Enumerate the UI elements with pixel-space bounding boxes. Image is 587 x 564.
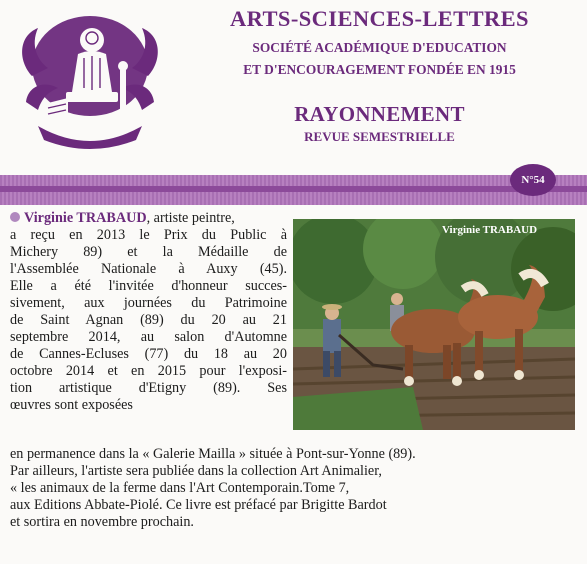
society-subtitle-line1: SOCIÉTÉ ACADÉMIQUE D'EDUCATION [252, 40, 507, 55]
article-line: « les animaux de la ferme dans l'Art Contemporain.Tome 7, [10, 480, 350, 496]
article-line: Elle a été l'invitée d'honneur succes- [10, 278, 287, 294]
article-line: l'Assemblée Nationale à Auxy (45). [10, 261, 287, 277]
journal-title: RAYONNEMENT [294, 102, 465, 126]
article-line: , artiste peintre, [146, 210, 235, 226]
article-line: octobre 2014 et en 2015 pour l'exposi- [10, 363, 287, 379]
bullet-icon [10, 212, 20, 222]
article-column [10, 210, 287, 414]
article-line: Michery 89) et la Médaille de [10, 244, 287, 260]
article-line: et sortira en novembre prochain. [10, 514, 194, 530]
article-continuation [10, 446, 565, 531]
article-line: a reçu en 2013 le Prix du Public à [10, 227, 287, 243]
article-line: œuvres sont exposées [10, 397, 133, 413]
article-line: tion artistique d'Etigny (89). Ses [10, 380, 287, 396]
artist-name: Virginie TRABAUD [24, 210, 147, 226]
article-line: de Cannes-Ecluses (77) du 18 au 20 [10, 346, 287, 362]
article-line: Par ailleurs, l'artiste sera publiée dans la collection Art Animalier, [10, 463, 382, 479]
journal-subtitle: REVUE SEMESTRIELLE [304, 129, 455, 144]
article-line: de Saint Agnan (89) du 20 au 21 [10, 312, 287, 328]
article-line: septembre 2014, au salon d'Automne [10, 329, 287, 345]
article-first-line [10, 210, 287, 227]
issue-number-badge: N°54 [510, 164, 556, 196]
article-line: aux Editions Abbate-Piolé. Ce livre est préfacé par Brigitte Bardot [10, 497, 387, 513]
academy-emblem-logo [8, 6, 170, 154]
society-title: ARTS-SCIENCES-LETTRES [230, 6, 529, 31]
article-line: sivement, aux journées du Patrimoine [10, 295, 287, 311]
article-line: en permanence dans la « Galerie Mailla » située à Pont-sur-Yonne (89). [10, 446, 416, 462]
society-subtitle-line2: ET D'ENCOURAGEMENT FONDÉE EN 1915 [243, 62, 516, 77]
decorative-band-line [0, 186, 587, 192]
artwork-painting [293, 219, 575, 430]
artwork-caption: Virginie TRABAUD [442, 224, 538, 236]
